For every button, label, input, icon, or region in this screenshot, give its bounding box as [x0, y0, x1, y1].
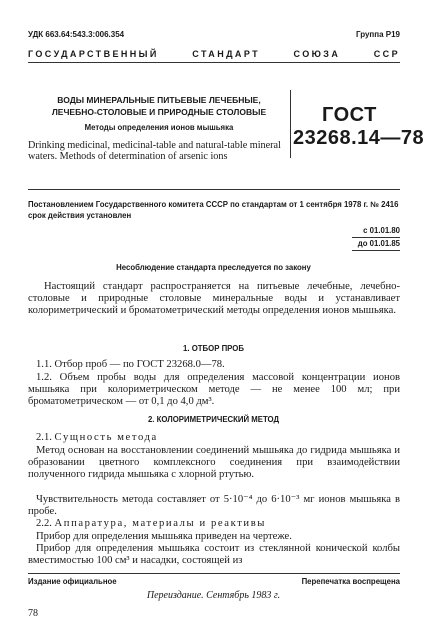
- group-code: Группа Р19: [355, 30, 400, 39]
- section-2-title: 2. КОЛОРИМЕТРИЧЕСКИЙ МЕТОД: [147, 415, 280, 424]
- date-rule-1: [352, 237, 400, 238]
- page-number: 78: [28, 608, 38, 619]
- para-2-2-heading: [28, 518, 400, 530]
- reprint-prohibited: Перепечатка воспрещена: [301, 577, 400, 586]
- reissue-note: Переиздание. Сентябрь 1983 г.: [146, 590, 281, 601]
- para-2-2-number: 2.2.: [36, 518, 52, 529]
- para-1-1: 1.1. Отбор проб — по ГОСТ 23268.0—78.: [36, 359, 225, 370]
- para-2-2-b: Прибор для определения мышьяка состоит из стеклянной конической колбы вместимостью 100 см³ и насадки, состоящей из: [28, 543, 400, 567]
- date-to: до 01.01.85: [357, 239, 400, 248]
- title-line-2: ЛЕЧЕБНО-СТОЛОВЫЕ И ПРИРОДНЫЕ СТОЛОВЫЕ: [51, 107, 267, 117]
- official-edition: Издание официальное: [28, 577, 117, 586]
- section-1-title: 1. ОТБОР ПРОБ: [183, 344, 244, 353]
- date-from: с 01.01.80: [363, 226, 400, 235]
- penalty-notice: Несоблюдение стандарта преследуется по закону: [116, 263, 311, 272]
- title-subtitle: Методы определения ионов мышьяка: [84, 123, 234, 132]
- title-divider: [290, 90, 291, 158]
- date-rule-2: [352, 250, 400, 251]
- sensitivity-text: Чувствительность метода составляет от 5·10⁻⁴ до 6·10⁻³ мг ионов мышьяка в пробе.: [28, 494, 400, 518]
- english-title: Drinking medicinal, medicinal-table and natural-table mineral waters. Methods of determination of arsenic ions: [28, 140, 281, 162]
- para-2-1-title: Сущность метода: [54, 432, 158, 443]
- footer-rule: [28, 573, 400, 574]
- banner-word-2: СТАНДАРТ: [192, 49, 260, 59]
- banner-word-3: СОЮЗА: [293, 49, 341, 59]
- para-2-1-heading: [28, 432, 400, 444]
- para-2-1-text: Метод основан на восстановлении соединений мышьяка до гидрида мышьяка и образовании цветного комплексного соединения при взаимодействии полученного гидрида мышьяка с хлорной ртутью.: [28, 445, 400, 481]
- banner-word-1: ГОСУДАРСТВЕННЫЙ: [28, 49, 159, 59]
- para-2-2-title: Аппаратура, материалы и реактивы: [54, 518, 267, 529]
- para-1-2: 1.2. Объем пробы воды для определения массовой концентрации ионов мышьяка при колориметрическом методе — не менее 100 мл; при броматометрическом — от 0,1 до 4,0 дм³.: [28, 372, 400, 408]
- udk-code: УДК 663.64:543.3:006.354: [28, 30, 125, 39]
- intro-paragraph: Настоящий стандарт распространяется на питьевые лечебные, лечебно-столовые и природные столовые минеральные воды и устанавливает колориметрический и броматометрический методы определения ионов мышьяка.: [28, 281, 400, 317]
- title-line-1: ВОДЫ МИНЕРАЛЬНЫЕ ПИТЬЕВЫЕ ЛЕЧЕБНЫЕ,: [57, 95, 261, 105]
- para-2-2-a: Прибор для определения мышьяка приведен на чертеже.: [36, 531, 292, 542]
- gost-number: 23268.14—78: [293, 127, 425, 149]
- header-rule: [28, 62, 400, 63]
- title-bottom-rule: [28, 189, 400, 190]
- state-standard-banner: [28, 49, 400, 59]
- gost-label: ГОСТ: [322, 104, 377, 126]
- decree-text: Постановлением Государственного комитета СССР по стандартам от 1 сентября 1978 г. № 2416 срок действия установлен: [28, 200, 399, 220]
- para-2-1-number: 2.1.: [36, 432, 52, 443]
- banner-word-4: ССР: [373, 49, 400, 59]
